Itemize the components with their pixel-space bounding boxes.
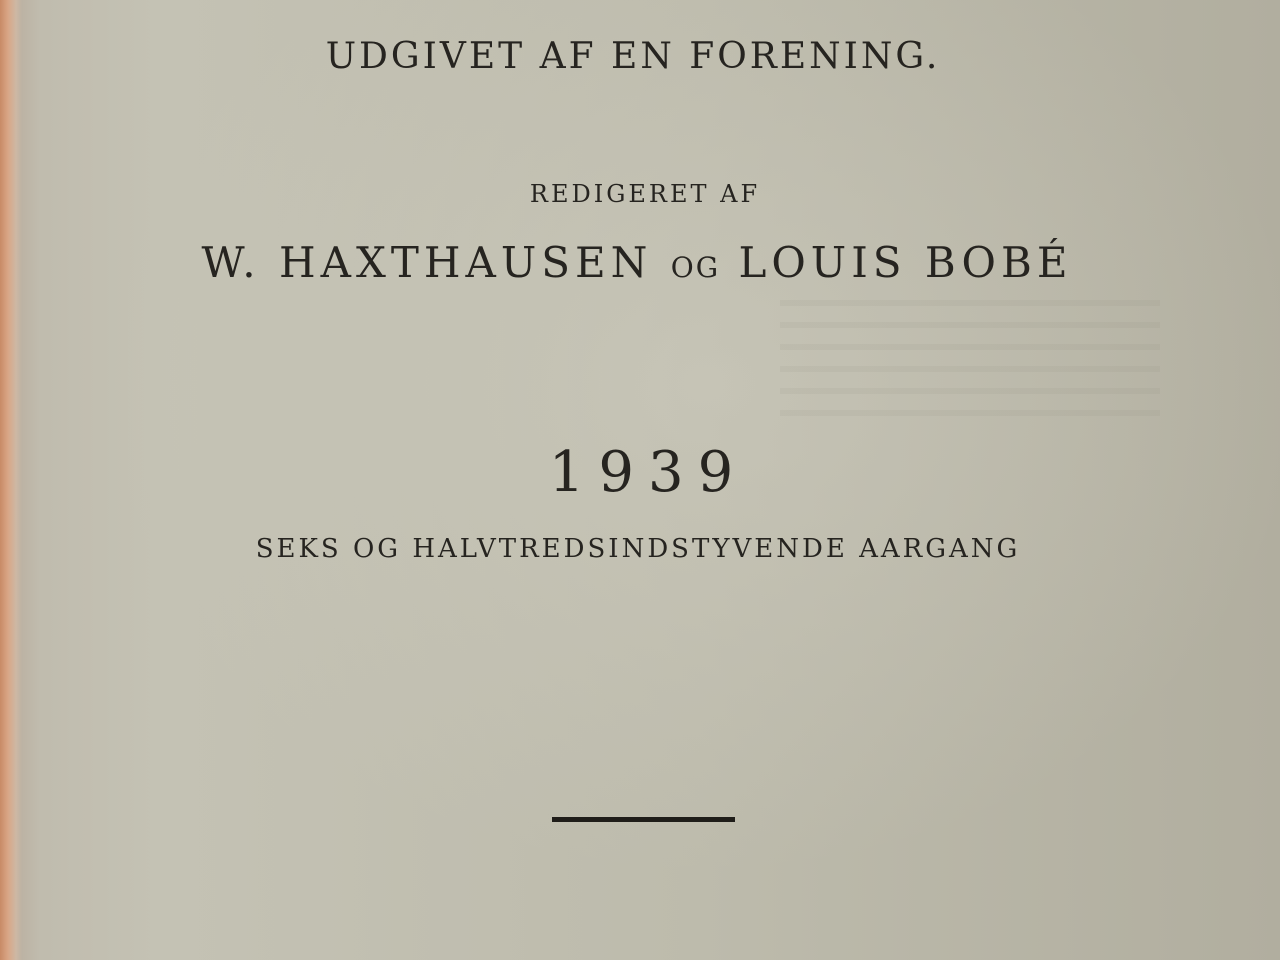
publisher-line: UDGIVET AF EN FORENING. (325, 36, 941, 77)
editor-conjunction: OG (670, 251, 721, 284)
horizontal-rule (552, 817, 735, 822)
show-through-text (780, 300, 1160, 420)
publication-year: 1939 (548, 440, 748, 505)
editor-one: W. HAXTHAUSEN (201, 238, 653, 287)
volume-line: SEKS OG HALVTREDSINDSTYVENDE AARGANG (255, 534, 1021, 564)
editor-two: LOUIS BOBÉ (738, 238, 1073, 287)
editors-line (0, 238, 1274, 287)
edited-by-line: REDIGERET AF (529, 180, 761, 208)
